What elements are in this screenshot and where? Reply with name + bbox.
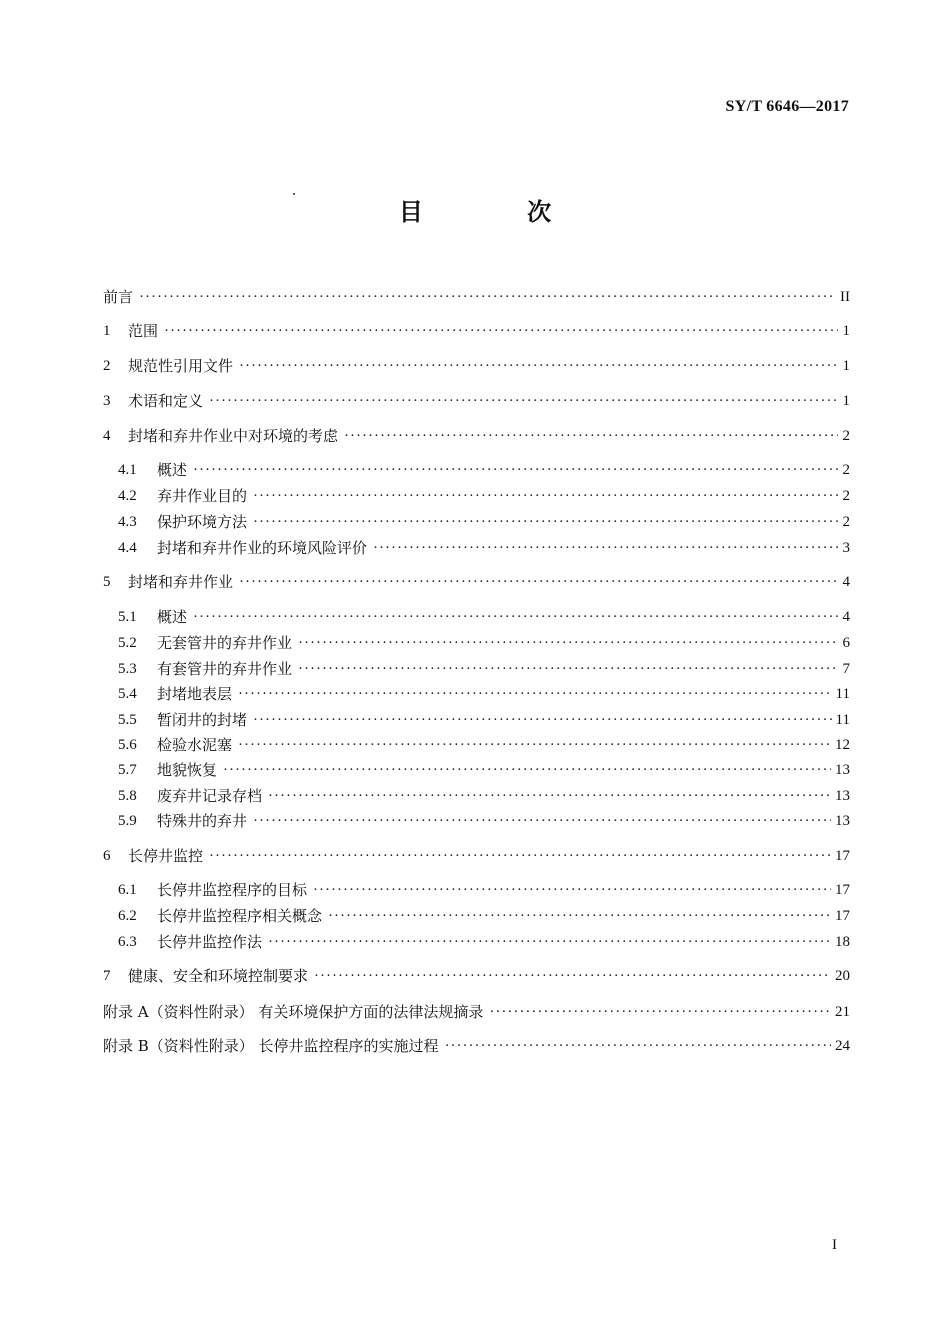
toc-entry-label: 废弃井记录存档 (157, 787, 263, 805)
toc-entry-label: 前言 (103, 288, 134, 306)
toc-entry-label: 长停井监控程序相关概念 (157, 907, 323, 925)
toc-entry-page: 11 (835, 712, 850, 728)
toc-entry-label: 地貌恢复 (157, 761, 218, 779)
toc-entry-label: 特殊井的弃井 (157, 812, 248, 830)
toc-entry[interactable] (118, 708, 850, 730)
toc-entry-number: 6 (103, 848, 111, 864)
toc-entry-label: 保护环境方法 (157, 513, 248, 531)
toc-leader-dots (328, 906, 831, 926)
toc-leader-dots (209, 391, 838, 411)
toc-entry-number: 4.1 (118, 462, 137, 478)
toc-entry-label: 封堵和弃井作业的环境风险评价 (157, 539, 368, 557)
toc-entry-page: 18 (835, 934, 850, 950)
toc-leader-dots (298, 633, 838, 653)
toc-entry[interactable] (118, 605, 850, 627)
toc-entry-page: 13 (835, 762, 850, 778)
toc-entry[interactable] (103, 964, 850, 986)
toc-entry-page: 20 (835, 968, 850, 984)
toc-entry-page: 11 (835, 686, 850, 702)
toc-entry-page: 2 (842, 462, 850, 478)
toc-entry-label: 封堵和弃井作业 (128, 573, 234, 591)
toc-entry-label: 封堵和弃井作业中对环境的考虑 (128, 427, 339, 445)
toc-entry[interactable] (103, 354, 850, 376)
toc-entry-number: 5.9 (118, 813, 137, 829)
toc-entry-label: 概述 (157, 608, 188, 626)
toc-entry-number: 2 (103, 358, 111, 374)
toc-leader-dots (193, 607, 838, 627)
toc-entry[interactable] (118, 733, 850, 755)
toc-entry[interactable] (118, 784, 850, 806)
toc-entry-number: 4.2 (118, 488, 137, 504)
toc-entry-number: 5 (103, 574, 111, 590)
toc-leader-dots (223, 760, 831, 780)
toc-entry-label: 范围 (128, 322, 159, 340)
toc-leader-dots (314, 966, 831, 986)
toc-entry[interactable] (118, 809, 850, 831)
toc-entry-label: 附录 A（资料性附录） 有关环境保护方面的法律法规摘录 (103, 1003, 484, 1021)
toc-leader-dots (344, 426, 838, 446)
toc-entry-number: 5.5 (118, 712, 137, 728)
toc-entry-page: 1 (842, 323, 850, 339)
toc-entry-page: 13 (835, 788, 850, 804)
toc-leader-dots (193, 460, 838, 480)
page-title: 目 次 (398, 198, 600, 226)
toc-entry-page: 2 (842, 488, 850, 504)
toc-entry[interactable] (103, 1000, 850, 1022)
toc-entry[interactable] (118, 631, 850, 653)
toc-entry-label: 健康、安全和环境控制要求 (128, 967, 309, 985)
toc-entry-page: 17 (835, 882, 850, 898)
toc-leader-dots (373, 538, 838, 558)
toc-entry[interactable] (103, 844, 850, 866)
toc-entry[interactable] (118, 484, 850, 506)
toc-entry[interactable] (103, 285, 850, 307)
toc-entry-page: 24 (835, 1038, 850, 1054)
toc-entry-number: 4.4 (118, 540, 137, 556)
toc-entry-label: 无套管井的弃井作业 (157, 634, 293, 652)
toc-entry[interactable] (118, 682, 850, 704)
toc-entry-number: 4.3 (118, 514, 137, 530)
toc-leader-dots (253, 486, 838, 506)
toc-entry-page: II (840, 289, 850, 305)
toc-leader-dots (268, 932, 831, 952)
toc-entry[interactable] (103, 1034, 850, 1056)
toc-entry-label: 检验水泥塞 (157, 736, 233, 754)
toc-entry-number: 5.3 (118, 661, 137, 677)
toc-entry-number: 6.3 (118, 934, 137, 950)
toc-leader-dots (239, 572, 838, 592)
toc-entry[interactable] (118, 657, 850, 679)
toc-entry[interactable] (103, 319, 850, 341)
toc-leader-dots (253, 710, 832, 730)
toc-entry-number: 5.4 (118, 686, 137, 702)
toc-entry-page: 1 (842, 358, 850, 374)
toc-entry-number: 5.2 (118, 635, 137, 651)
toc-entry[interactable] (103, 424, 850, 446)
page-number: I (832, 1237, 837, 1253)
toc-entry-label: 长停井监控 (128, 847, 204, 865)
toc-entry-label: 暂闭井的封堵 (157, 711, 248, 729)
toc-entry-page: 4 (842, 609, 850, 625)
toc-leader-dots (139, 287, 836, 307)
toc-entry-page: 1 (842, 393, 850, 409)
toc-leader-dots (298, 659, 838, 679)
toc-entry-number: 5.7 (118, 762, 137, 778)
toc-leader-dots (238, 735, 831, 755)
toc-entry-label: 封堵地表层 (157, 685, 233, 703)
toc-leader-dots (239, 356, 838, 376)
toc-leader-dots (268, 786, 831, 806)
toc-entry-page: 13 (835, 813, 850, 829)
toc-entry-label: 概述 (157, 461, 188, 479)
toc-entry[interactable] (118, 930, 850, 952)
toc-entry-label: 规范性引用文件 (128, 357, 234, 375)
toc-entry[interactable] (118, 878, 850, 900)
toc-entry-page: 17 (835, 908, 850, 924)
toc-entry-page: 6 (842, 635, 850, 651)
toc-entry-page: 2 (842, 428, 850, 444)
toc-entry[interactable] (103, 389, 850, 411)
toc-entry-page: 17 (835, 848, 850, 864)
toc-entry-number: 4 (103, 428, 111, 444)
toc-leader-dots (445, 1036, 831, 1056)
toc-entry[interactable] (118, 510, 850, 532)
toc-entry-number: 5.6 (118, 737, 137, 753)
toc-entry-number: 6.2 (118, 908, 137, 924)
toc-entry-page: 2 (842, 514, 850, 530)
toc-entry-number: 5.8 (118, 788, 137, 804)
toc-entry[interactable] (118, 458, 850, 480)
toc-entry-page: 4 (842, 574, 850, 590)
toc-leader-dots (209, 846, 831, 866)
toc-entry-page: 7 (842, 661, 850, 677)
toc-entry-label: 长停井监控作法 (157, 933, 263, 951)
toc-entry-number: 6.1 (118, 882, 137, 898)
toc-entry[interactable] (118, 536, 850, 558)
toc-entry[interactable] (103, 570, 850, 592)
toc-entry-page: 12 (835, 737, 850, 753)
standard-code: SY/T 6646—2017 (725, 98, 849, 115)
toc-entry[interactable] (118, 758, 850, 780)
toc-leader-dots (238, 684, 832, 704)
toc-entry-label: 术语和定义 (128, 392, 204, 410)
toc-entry-label: 有套管井的弃井作业 (157, 660, 293, 678)
toc-entry[interactable] (118, 904, 850, 926)
toc-leader-dots (253, 811, 831, 831)
toc-leader-dots (489, 1002, 831, 1022)
toc-entry-number: 1 (103, 323, 111, 339)
toc-entry-label: 长停井监控程序的目标 (157, 881, 308, 899)
toc-leader-dots (253, 512, 838, 532)
toc-entry-number: 7 (103, 968, 111, 984)
toc-leader-dots (164, 321, 838, 341)
toc-entry-label: 附录 B（资料性附录） 长停井监控程序的实施过程 (103, 1037, 439, 1055)
toc-entry-number: 3 (103, 393, 111, 409)
toc-leader-dots (313, 880, 831, 900)
toc-entry-label: 弃井作业目的 (157, 487, 248, 505)
toc-entry-page: 3 (842, 540, 850, 556)
toc-entry-page: 21 (835, 1004, 850, 1020)
toc-entry-number: 5.1 (118, 609, 137, 625)
